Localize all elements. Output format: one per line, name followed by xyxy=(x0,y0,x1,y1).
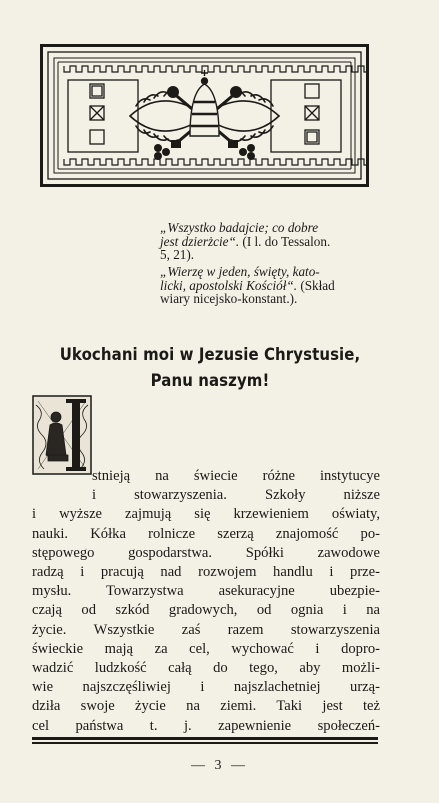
epigraph-quote-line: licki, apostolski Kościół“. xyxy=(160,277,298,293)
epigraph-quote-line: „Wierzę w jeden, święty, kato- xyxy=(160,264,320,279)
body-line: wie najszczęśliwiej i najszlachetniej urzą- xyxy=(32,679,380,696)
body-line: świeckie mają za cel, wychować i dopro- xyxy=(32,640,380,657)
salutation-heading xyxy=(43,342,377,394)
body-line: radzą i pracują nad rozwojem handlu i prze- xyxy=(32,564,380,581)
epigraph-reference: (I l. do Tessalon. xyxy=(239,233,331,249)
heading-line: Ukochani moi w Jezusie Chrystusie, xyxy=(59,345,361,365)
heading-line: Panu naszym! xyxy=(150,371,270,391)
epigraph-reference: (Skład xyxy=(297,277,335,293)
epigraph-creed xyxy=(160,265,380,306)
epigraph-thessalonians xyxy=(160,221,380,262)
epigraph-quote-line: jest dzierżcie“. xyxy=(160,233,240,249)
body-line: wadzić ludzkość całą do tego, aby możli- xyxy=(32,660,380,677)
body-line: stnieją na świecie różne instytucye xyxy=(92,468,380,484)
body-line: życie. Wszystkie zaś razem stowarzyszenia xyxy=(32,621,380,638)
body-line: mysłu. Towarzystwa asekuracyjne ubezpie- xyxy=(32,583,380,600)
page-number: — 3 — xyxy=(191,758,248,773)
epigraph-reference: 5, 21). xyxy=(160,247,195,262)
body-line: stępowego gospodarstwa. Spółki zawodowe xyxy=(32,544,380,561)
body-line: cel państwa t. j. zapewnienie społeczeń- xyxy=(32,717,380,734)
footer-rule-thin xyxy=(32,742,378,744)
body-text xyxy=(32,467,380,736)
body-line: i wyższe zajmują się krzewieniem oświaty, xyxy=(32,506,380,523)
body-line: nauki. Kółka rolnicze szerzą znajomość po- xyxy=(32,525,380,542)
epigraph-quote-line: „Wszystko badajcie; co dobre xyxy=(160,220,319,235)
ornamental-header-panel xyxy=(40,44,369,187)
body-line: czają od szkód gradowych, od ognia i na xyxy=(32,602,380,619)
epigraph-reference: wiary nicejsko-konstant.). xyxy=(160,291,298,306)
body-line: i stowarzyszenia. Szkoły niższe xyxy=(92,487,380,504)
illuminated-initial-i-icon xyxy=(32,395,92,475)
footer-rule-thick xyxy=(32,737,378,740)
body-line: dziła swoje życie na ziemi. Taki jest też xyxy=(32,698,380,715)
